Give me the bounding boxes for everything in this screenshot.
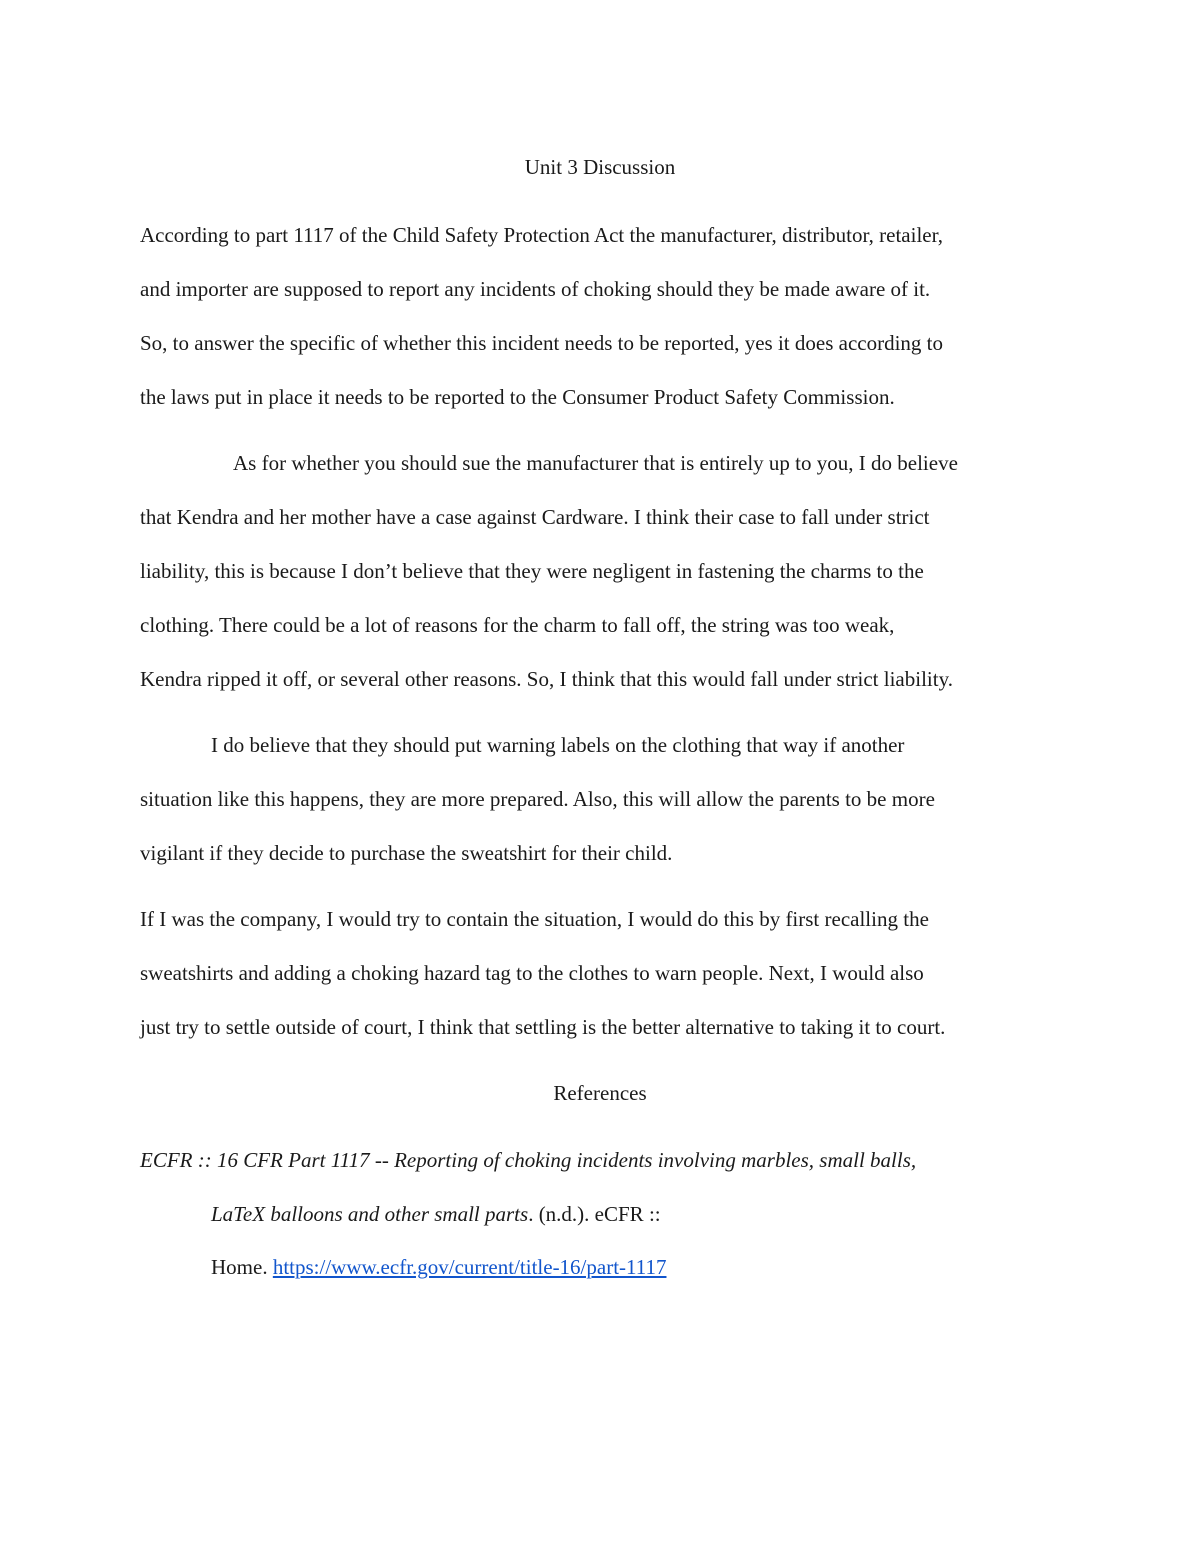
paragraph-2-line-5: Kendra ripped it off, or several other reasons. So, I think that this would fall under strict liability.: [140, 667, 953, 691]
paragraph-4-line-2: sweatshirts and adding a choking hazard tag to the clothes to warn people. Next, I would also: [140, 961, 924, 985]
paragraph-3-line-2: situation like this happens, they are more prepared. Also, this will allow the parents to be more: [140, 787, 935, 811]
reference-line-3: [211, 1253, 666, 1281]
paragraph-4-line-3: just try to settle outside of court, I think that settling is the better alternative to taking it to court.: [140, 1015, 946, 1039]
reference-line-2: [211, 1200, 661, 1228]
paragraph-3-line-1: I do believe that they should put warning labels on the clothing that way if another: [211, 733, 905, 757]
reference-url-link[interactable]: https://www.ecfr.gov/current/title-16/part-1117: [272, 1255, 667, 1279]
reference-title-line-1: ECFR :: 16 CFR Part 1117 -- Reporting of choking incidents involving marbles, small balls,: [140, 1148, 917, 1172]
paragraph-1-line-4: the laws put in place it needs to be reported to the Consumer Product Safety Commission.: [140, 385, 895, 409]
page-title: Unit 3 Discussion: [524, 155, 676, 179]
paragraph-2-line-3: liability, this is because I don’t believe that they were negligent in fastening the charms to the: [140, 559, 924, 583]
paragraph-4-line-1: If I was the company, I would try to contain the situation, I would do this by first recalling the: [140, 907, 929, 931]
paragraph-1-line-3: So, to answer the specific of whether this incident needs to be reported, yes it does according to: [140, 331, 944, 355]
references-heading: References: [553, 1081, 647, 1105]
paragraph-3-line-3: vigilant if they decide to purchase the sweatshirt for their child.: [140, 841, 673, 865]
paragraph-2-line-4: clothing. There could be a lot of reasons for the charm to fall off, the string was too weak,: [140, 613, 895, 637]
reference-date-source: . (n.d.). eCFR ::: [528, 1202, 661, 1226]
reference-title-line-2: LaTeX balloons and other small parts: [211, 1202, 529, 1226]
paragraph-1-line-2: and importer are supposed to report any incidents of choking should they be made aware of it.: [140, 277, 931, 301]
paragraph-1-line-1: According to part 1117 of the Child Safety Protection Act the manufacturer, distributor, retailer,: [140, 223, 944, 247]
paragraph-2-line-1: As for whether you should sue the manufacturer that is entirely up to you, I do believe: [233, 451, 958, 475]
paragraph-2-line-2: that Kendra and her mother have a case against Cardware. I think their case to fall under strict: [140, 505, 930, 529]
reference-home-text: Home.: [211, 1255, 273, 1279]
